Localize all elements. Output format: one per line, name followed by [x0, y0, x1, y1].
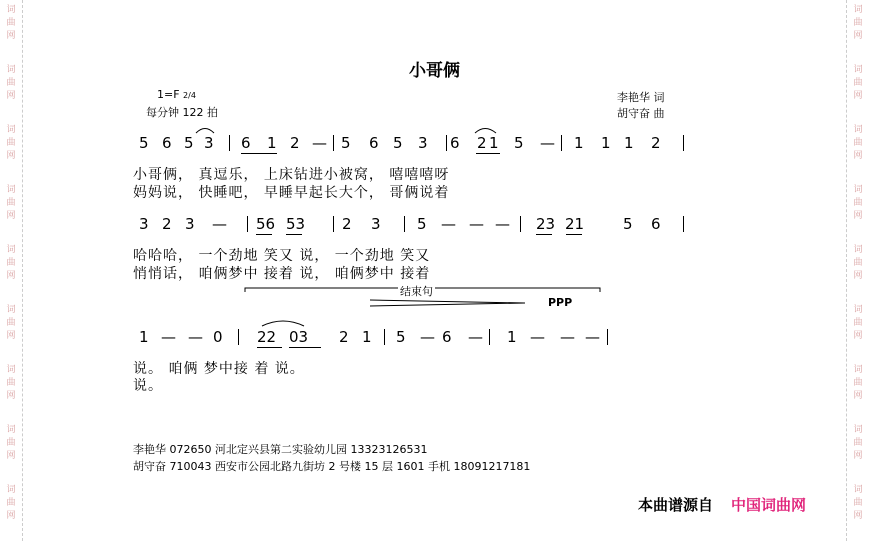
note: —: [585, 328, 600, 346]
source-credit: [638, 494, 806, 515]
note: 03: [289, 328, 309, 346]
note: —: [188, 328, 203, 346]
note: 53: [286, 215, 306, 233]
note: —: [540, 134, 555, 152]
note: 1: [489, 134, 499, 152]
note: 5: [396, 328, 406, 346]
note: 1: [362, 328, 372, 346]
watermark-text: 词 曲 网: [853, 5, 863, 41]
note: 6: [241, 134, 251, 152]
note: 1: [507, 328, 517, 346]
song-title: 小哥俩: [409, 61, 460, 81]
row1-lyric-verse1: 小哥俩， 真逗乐， 上床钻进小被窝， 嘻嘻嘻呀: [133, 167, 450, 183]
note: 21: [565, 215, 585, 233]
note: 6: [369, 134, 379, 152]
note: 3: [418, 134, 428, 152]
time-signature: 2/4: [183, 91, 196, 100]
watermark-text: 词 曲 网: [853, 485, 863, 521]
note: 3: [204, 134, 214, 152]
note: 2: [290, 134, 300, 152]
watermark-text: 词 曲 网: [6, 5, 16, 41]
note: —: [441, 215, 456, 233]
tempo-marking: 每分钟 122 拍: [146, 106, 218, 119]
note: —: [420, 328, 435, 346]
watermark-text: 词 曲 网: [853, 305, 863, 341]
watermark-text: 词 曲 网: [853, 185, 863, 221]
note: —: [161, 328, 176, 346]
note: 2: [651, 134, 661, 152]
note: 6: [162, 134, 172, 152]
watermark-text: 词 曲 网: [6, 425, 16, 461]
note: —: [312, 134, 327, 152]
watermark-text: 词 曲 网: [853, 245, 863, 281]
note: 5: [341, 134, 351, 152]
composer: 胡守奋 曲: [617, 107, 665, 120]
source-site-link[interactable]: 中国词曲网: [731, 496, 807, 514]
note: —: [530, 328, 545, 346]
note: 1: [624, 134, 634, 152]
note: 6: [442, 328, 452, 346]
note: 5: [514, 134, 524, 152]
watermark-text: 词 曲 网: [6, 185, 16, 221]
key-text: 1=F: [157, 88, 180, 101]
watermark-text: 词 曲 网: [853, 65, 863, 101]
lyricist: 李艳华 词: [617, 91, 665, 104]
lyricist-contact: 李艳华 072650 河北定兴县第二实验幼儿园 13323126531: [133, 443, 428, 456]
note: 6: [651, 215, 661, 233]
note: 22: [257, 328, 277, 346]
row1-lyric-verse2: 妈妈说， 快睡吧， 早睡早起长大个， 哥俩说着: [133, 185, 450, 201]
note: —: [212, 215, 227, 233]
note: 5: [623, 215, 633, 233]
note: 1: [139, 328, 149, 346]
ending-label: 结束句: [400, 285, 433, 298]
watermark-text: 词 曲 网: [6, 365, 16, 401]
watermark-text: 词 曲 网: [853, 125, 863, 161]
watermark-text: 词 曲 网: [853, 425, 863, 461]
note: —: [495, 215, 510, 233]
watermark-text: 词 曲 网: [853, 365, 863, 401]
note: 1: [267, 134, 277, 152]
dynamic-marking: PPP: [548, 296, 573, 309]
note: —: [560, 328, 575, 346]
note: 1: [601, 134, 611, 152]
note: 2: [339, 328, 349, 346]
note: —: [469, 215, 484, 233]
watermark-text: 词 曲 网: [6, 245, 16, 281]
row2-lyric-verse1: 哈哈哈， 一个劲地 笑又 说， 一个劲地 笑又: [133, 248, 431, 264]
note: 6: [450, 134, 460, 152]
note: 56: [256, 215, 276, 233]
note: 23: [536, 215, 556, 233]
note: 3: [139, 215, 149, 233]
note: 2: [477, 134, 487, 152]
watermark-text: 词 曲 网: [6, 305, 16, 341]
note: 3: [185, 215, 195, 233]
row3-lyric-verse2: 说。: [133, 378, 163, 394]
note: 5: [139, 134, 149, 152]
note: 2: [342, 215, 352, 233]
note: —: [468, 328, 483, 346]
watermark-text: 词 曲 网: [6, 485, 16, 521]
row3-lyric-verse1: 说。 咱俩 梦中接 着 说。: [133, 361, 305, 377]
note: 5: [393, 134, 403, 152]
note: 3: [371, 215, 381, 233]
note: 5: [184, 134, 194, 152]
note: 5: [417, 215, 427, 233]
note: 1: [574, 134, 584, 152]
watermark-text: 词 曲 网: [6, 125, 16, 161]
row2-lyric-verse2: 悄悄话， 咱俩梦中 接着 说， 咱俩梦中 接着: [133, 266, 431, 282]
source-label: 本曲谱源自: [638, 496, 714, 514]
composer-contact: 胡守奋 710043 西安市公园北路九街坊 2 号楼 15 层 1601 手机 18091217181: [133, 460, 531, 473]
note: 2: [162, 215, 172, 233]
watermark-text: 词 曲 网: [6, 65, 16, 101]
note: 0: [213, 328, 223, 346]
